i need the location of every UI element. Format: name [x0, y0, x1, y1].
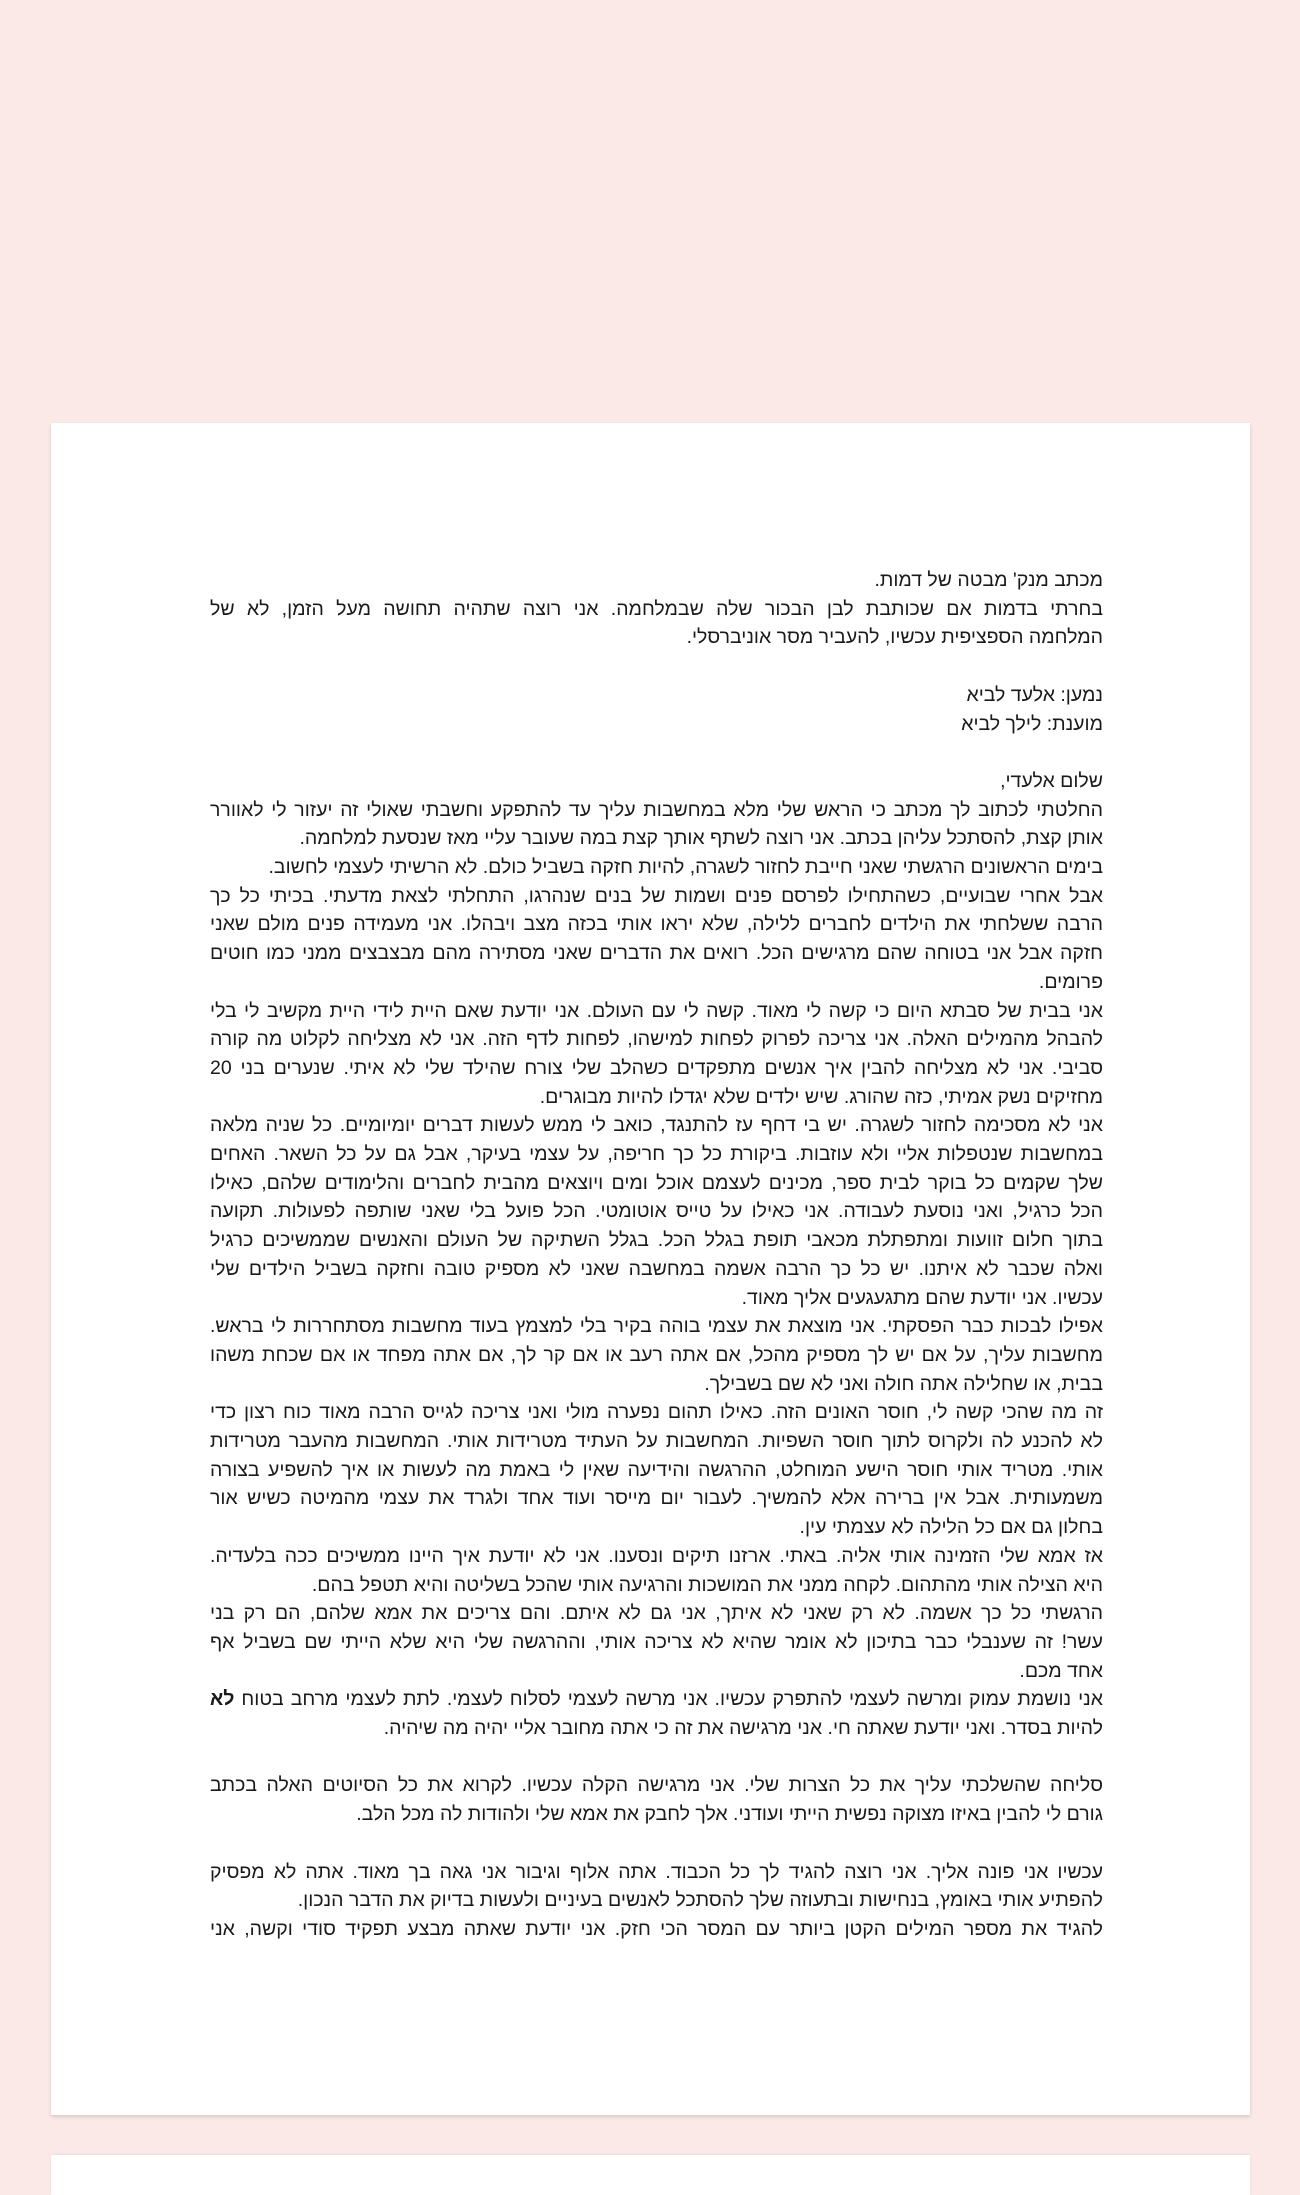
text-line-content: ואלה שכבר לא איתנו. יש כל כך הרבה אשמה במחשבה שאני לא מספיק טובה וחזקה בשביל הילדים שלי: [210, 1257, 1103, 1280]
text-line: [210, 1255, 1103, 1284]
text-line-content: סליחה שהשלכתי עליך את כל הצרות שלי. אני מרגישה הקלה עכשיו. לקרוא את כל הסיוטים האלה בכתב: [210, 1774, 1103, 1797]
text-line: [210, 1226, 1103, 1255]
text-line: [210, 1571, 1103, 1600]
text-line-content: משמעותית. אבל אין ברירה אלא להמשיך. לעבור יום מייסר ועוד אחד ולגרד את עצמי מהמיטה כשיש אור: [210, 1487, 1103, 1510]
text-line: [210, 796, 1103, 825]
text-line: [210, 1083, 1103, 1112]
text-line: [210, 882, 1103, 911]
text-line: [210, 1312, 1103, 1341]
paragraph-gap: [210, 1743, 1103, 1772]
text-line: [210, 1599, 1103, 1628]
text-line-content: עשר! זה שענבלי כבר בתיכון לא אומר שהיא לא צריכה אותי, וההרגשה שלי היא שלא הייתי שם בשביל אף: [210, 1630, 1103, 1653]
text-line-content: שלך שקמים כל בוקר לבית ספר, מכינים לעצמם אוכל ומים ויוצאים מהבית לחברים והלימודים שלהם, כאילו: [210, 1171, 1103, 1194]
text-line: [210, 1427, 1103, 1456]
text-line-content: מחזיקים נשק אמיתי, כזה שהורג. שיש ילדים שלא יגדלו להיות מבוגרים.: [539, 1085, 1103, 1108]
text-line: [210, 1370, 1103, 1399]
text-line: [210, 566, 1103, 595]
text-line-content: זה מה שהכי קשה לי, חוסר האונים הזה. כאילו תהום נפערה מולי ואני צריכה לגייס הרבה מאוד כוח רצון כדי: [210, 1401, 1103, 1424]
text-line: [210, 968, 1103, 997]
text-line: [210, 1542, 1103, 1571]
text-line: [210, 853, 1103, 882]
text-line-content: גורם לי להבין באיזו מצוקה נפשית הייתי ועודני. אלך לחבק את אמא שלי ולהודות לה מכל הלב.: [356, 1803, 1103, 1826]
text-line: [210, 1484, 1103, 1513]
text-line: [210, 1685, 1103, 1714]
letter-paragraph: [210, 1771, 1103, 1828]
text-line-content: עכשיו. אני יודעת שהם מתגעגעים אליך מאוד.: [741, 1286, 1103, 1309]
text-line-content: אני בבית של סבתא היום כי קשה לי מאוד. קשה לי עם העולם. אני יודעת שאם היית לידי היית מקשיב לי בלי: [210, 999, 1103, 1022]
text-line: [210, 1513, 1103, 1542]
text-line-content: בחלון גם אם כל הלילה לא עצמתי עין.: [799, 1516, 1103, 1539]
text-line-content: נמען: אלעד לביא: [966, 683, 1103, 706]
text-line: [210, 767, 1103, 796]
text-line-content: מחשבות עליך, על אם יש לך מספיק מהכל, אם אתה רעב או אם קר לך, אם אתה מפחד או אם שכחת משהו: [210, 1343, 1103, 1366]
text-line-content: פרומים.: [1038, 970, 1103, 993]
text-line-content: אני לא מסכימה לחזור לשגרה. יש בי דחף עז להתנגד, כואב לי ממש לעשות דברים יומיומיים. כל שניה מלאה: [210, 1114, 1103, 1137]
text-line: [210, 1054, 1103, 1083]
text-line: [210, 1197, 1103, 1226]
letter-paragraph: [210, 767, 1103, 1743]
bold-word: לא: [210, 1688, 235, 1711]
text-line-content: שלום אלעדי,: [1000, 769, 1103, 792]
text-line: [210, 1915, 1103, 1944]
text-line-content: אני נושמת עמוק ומרשה לעצמי להתפרק עכשיו. אני מרשה לעצמי לסלוח לעצמי. לתת לעצמי מרחב בטוח: [234, 1688, 1103, 1711]
text-line-content: הרגשתי כל כך אשמה. לא רק שאני לא איתך, אני גם לא איתם. והם צריכים את אמא שלהם, הם רק בני: [210, 1602, 1103, 1625]
text-line: [210, 1886, 1103, 1915]
paragraph-gap: [210, 738, 1103, 767]
text-line-content: אותן קצת, להסתכל עליהן בכתב. אני רוצה לשתף אותך קצת במה שעובר עליי מאז שנסעת למלחמה.: [299, 827, 1103, 850]
text-line-content: הכל כרגיל, ואני נוסעת לעבודה. אני כאילו על טייס אוטומטי. הכל פועל בלי שאני שותפה לפעולות. תקועה: [210, 1200, 1103, 1223]
text-line-content: בחרתי בדמות אם שכותבת לבן הבכור שלה שבמלחמה. אני רוצה שתהיה תחושה מעל הזמן, לא של: [210, 597, 1103, 620]
text-line: [210, 997, 1103, 1026]
text-line-content: החלטתי לכתוב לך מכתב כי הראש שלי מלא במחשבות עליך עד להתפקע וחשבתי שאולי זה יעזור לי לאוורר: [210, 798, 1103, 821]
text-line-content: בתוך חלום זוועות ומתפתלת מכאבי תופת בגלל הכל. בגלל השתיקה של העולם והאנשים שממשיכים כרגיל: [210, 1229, 1103, 1252]
text-line: [210, 710, 1103, 739]
next-page-edge: [51, 2155, 1250, 2195]
text-line-content: להפתיע אותי באומץ, בנחישות ובתעוזה שלך להסתכל לאנשים בעיניים ולעשות בדיוק את הדבר הנכון.: [297, 1889, 1103, 1912]
letter-content: [210, 566, 1103, 1944]
text-line: [210, 1771, 1103, 1800]
text-line: [210, 910, 1103, 939]
text-line: [210, 1341, 1103, 1370]
text-line-content: בבית, או שחלילה אתה חולה ואני לא שם בשבילך.: [704, 1372, 1103, 1395]
text-line-content: בימים הראשונים הרגשתי שאני חייבת לחזור לשגרה, להיות חזקה בשביל כולם. לא הרשיתי לעצמי לחשוב.: [268, 856, 1103, 878]
text-line-content: היא הצילה אותי מהתהום. לקחה ממני את המושכות והרגיעה אותי שהכל בשליטה והיא תטפל בהם.: [311, 1573, 1103, 1596]
text-line-content: עכשיו אני פונה אליך. אני רוצה להגיד לך כל הכבוד. אתה אלוף וגיבור אני גאה בך מאוד. אתה לא מפסיק: [210, 1860, 1103, 1883]
text-line: [210, 1025, 1103, 1054]
text-line-content: אותי. מטריד אותי חוסר הישע המוחלט, ההרגשה והידיעה שאין לי באמת מה לעשות או איך להשפיע בצורה: [210, 1458, 1103, 1481]
text-line: [210, 1714, 1103, 1743]
text-line-content: מכתב מנק' מבטה של דמות.: [874, 569, 1103, 591]
text-line-content: אז אמא שלי הזמינה אותי אליה. באתי. ארזנו תיקים ונסענו. אני לא יודעת איך היינו ממשיכים ככה בלעדיה.: [210, 1544, 1103, 1567]
text-line-content: מוענת: לילך לביא: [961, 712, 1103, 735]
text-line-content: המלחמה הספציפית עכשיו, להעביר מסר אוניברסלי.: [686, 626, 1103, 649]
text-line: [210, 1628, 1103, 1657]
text-line: [210, 595, 1103, 624]
text-line: [210, 1140, 1103, 1169]
letter-paragraph: [210, 1858, 1103, 1944]
text-line: [210, 1858, 1103, 1887]
text-line: [210, 1284, 1103, 1313]
text-line-content: להיות בסדר. ואני יודעת שאתה חי. אני מרגישה את זה כי אתה מחובר אליי יהיה מה שיהיה.: [383, 1717, 1103, 1740]
text-line: [210, 1398, 1103, 1427]
text-line-content: סביבי. אני לא מצליחה להבין איך אנשים מתפקדים כשהלב שלי צורח שהילד שלי לא איתי. שנערים בני 20: [210, 1056, 1103, 1079]
paragraph-gap: [210, 1829, 1103, 1858]
text-line-content: לא להכנע לה ולקרוס לתוך חוסר השפיות. המחשבות על העתיד מטרידות אותי. המחשבות מהעבר מטרידות: [210, 1430, 1103, 1453]
text-line-content: אחד מכם.: [1019, 1659, 1103, 1682]
paragraph-gap: [210, 652, 1103, 681]
text-line-content: במחשבות שנטפלות אליי ולא עוזבות. ביקורת כל כך חריפה, על עצמי בעיקר, אבל גם על כל השאר. האחים: [210, 1143, 1103, 1166]
text-line-content: אפילו לבכות כבר הפסקתי. אני מוצאת את עצמי בוהה בקיר בלי למצמץ בעוד מחשבות מסתחררות לי בראש.: [210, 1315, 1103, 1338]
text-line: [210, 681, 1103, 710]
letter-paragraph: [210, 566, 1103, 652]
text-line: [210, 1169, 1103, 1198]
text-line-content: חזקה אבל אני בטוחה שהם מרגישים הכל. רואים את הדברים שאני מסתירה מהם מבצבצים ממני כמו חוטים: [210, 942, 1103, 965]
text-line: [210, 824, 1103, 853]
text-line: [210, 1800, 1103, 1829]
text-line-content: אבל אחרי שבועיים, כשהתחילו לפרסם פנים ושמות של בנים שנהרגו, התחלתי לצאת מדעתי. בכיתי כל כך: [210, 884, 1103, 907]
text-line: [210, 623, 1103, 652]
text-line: [210, 939, 1103, 968]
text-line: [210, 1111, 1103, 1140]
text-line-content: להבהל מהמילים האלה. אני צריכה לפרוק לפחות למישהו, לפחות לדף הזה. אני לא מצליחה לקלוט מה קורה: [210, 1028, 1103, 1051]
text-line-content: הרבה ששלחתי את הילדים לחברים ללילה, שלא יראו אותי בכזה מצב ויבהלו. אני מעמידה פנים מולם שאני: [210, 913, 1103, 936]
letter-paragraph: [210, 681, 1103, 738]
text-line: [210, 1657, 1103, 1686]
text-line: [210, 1456, 1103, 1485]
text-line-content: להגיד את מספר המילים הקטן ביותר עם המסר הכי חזק. אני יודעת שאתה מבצע תפקיד סודי וקשה, אני: [210, 1917, 1103, 1940]
